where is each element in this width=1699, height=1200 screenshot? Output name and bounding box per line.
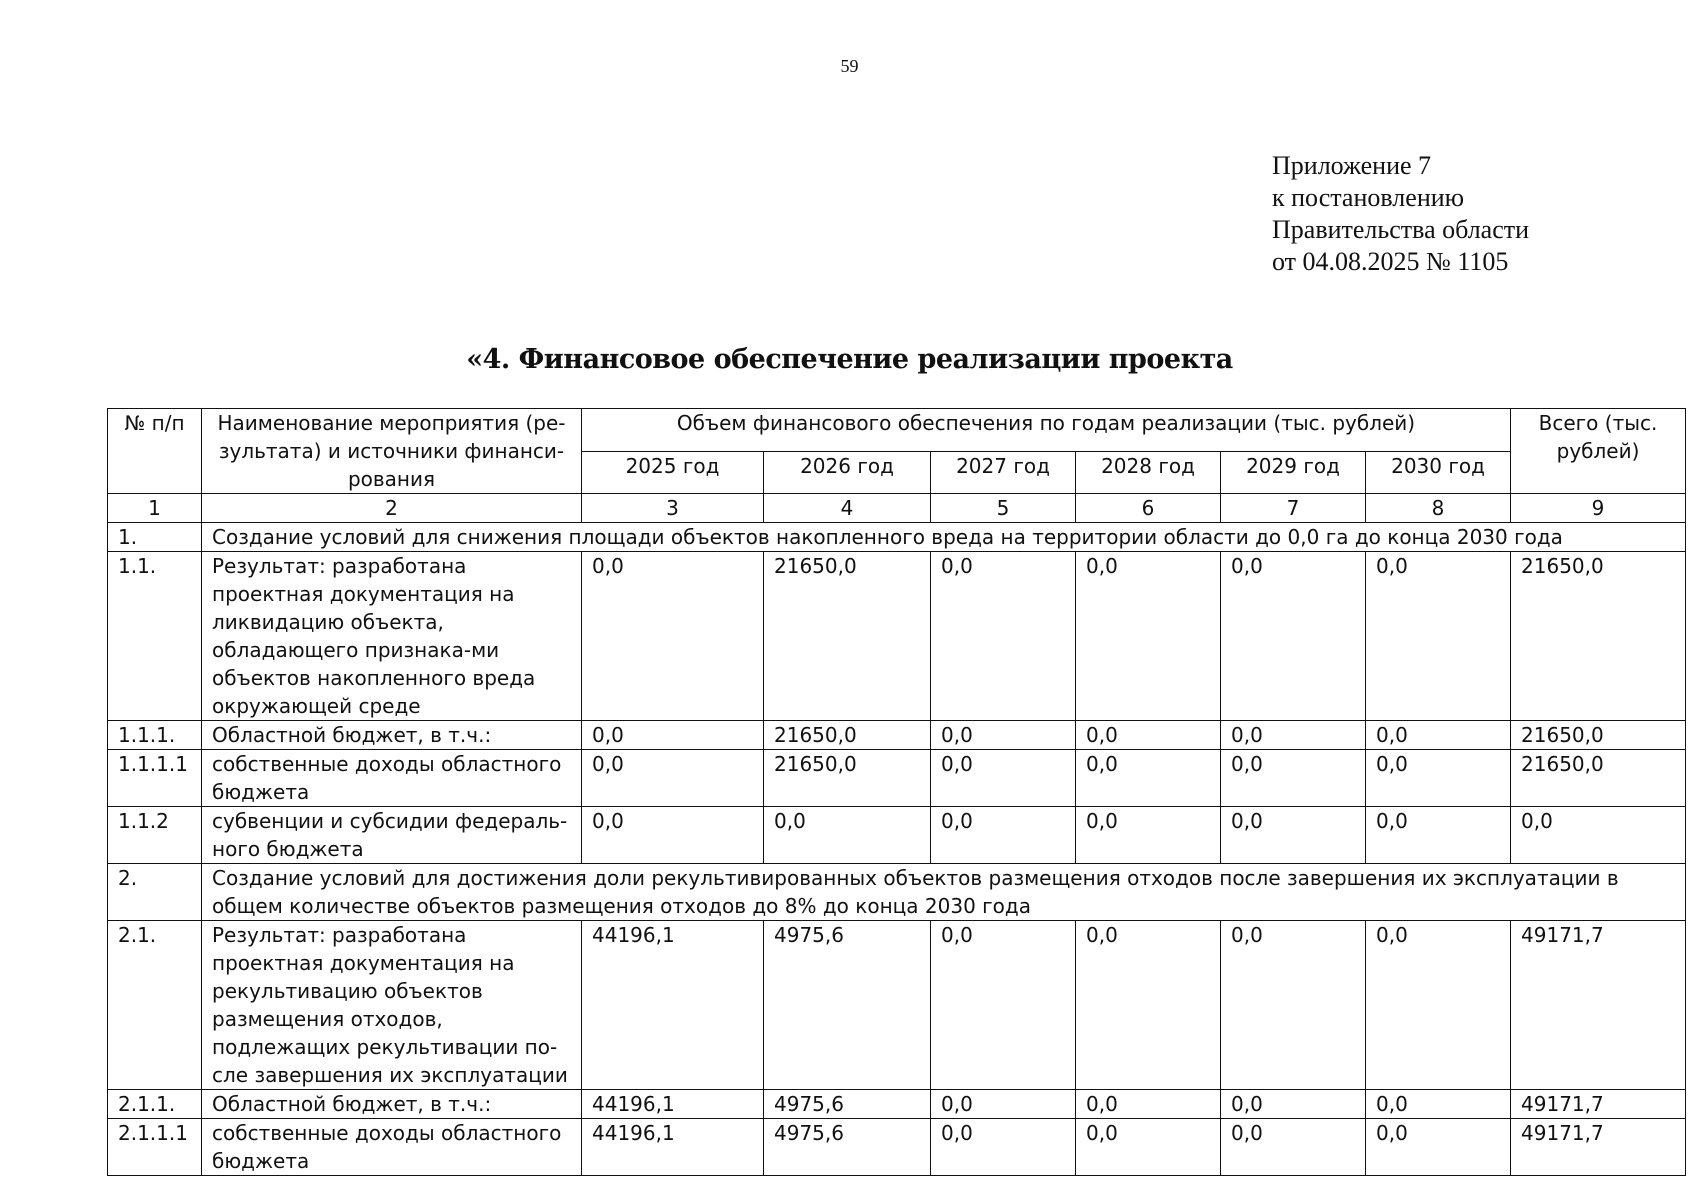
value-2028: 0,0 bbox=[1076, 921, 1221, 1090]
row-name: Результат: разработана проектная документация на рекультивацию объектов размещения отходов, подлежащих рекультивации по-сле завершения их эксплуатации bbox=[202, 921, 582, 1090]
value-2030: 0,0 bbox=[1366, 552, 1511, 721]
header-row-1 bbox=[108, 409, 1686, 452]
row-number: 1.1. bbox=[108, 552, 202, 721]
value-total: 49171,7 bbox=[1511, 921, 1686, 1090]
value-2029: 0,0 bbox=[1221, 721, 1366, 750]
row-name: Результат: разработана проектная документация на ликвидацию объекта, обладающего признака-ми объектов накопленного вреда окружающей среде bbox=[202, 552, 582, 721]
column-number: 9 bbox=[1511, 494, 1686, 523]
column-number: 4 bbox=[764, 494, 931, 523]
row-number: 2.1. bbox=[108, 921, 202, 1090]
value-total: 49171,7 bbox=[1511, 1119, 1686, 1176]
value-2026: 4975,6 bbox=[764, 921, 931, 1090]
value-2025: 44196,1 bbox=[582, 921, 764, 1090]
value-2029: 0,0 bbox=[1221, 552, 1366, 721]
value-2029: 0,0 bbox=[1221, 807, 1366, 864]
table-row bbox=[108, 1090, 1686, 1119]
header-year: 2028 год bbox=[1076, 451, 1221, 494]
value-2030: 0,0 bbox=[1366, 1090, 1511, 1119]
value-2028: 0,0 bbox=[1076, 1090, 1221, 1119]
table-row bbox=[108, 921, 1686, 1090]
value-2029: 0,0 bbox=[1221, 750, 1366, 807]
header-year: 2025 год bbox=[582, 451, 764, 494]
section-row bbox=[108, 523, 1686, 552]
header-num: № п/п bbox=[108, 409, 202, 494]
column-number: 3 bbox=[582, 494, 764, 523]
column-number: 1 bbox=[108, 494, 202, 523]
value-total: 49171,7 bbox=[1511, 1090, 1686, 1119]
row-number: 1.1.1.1 bbox=[108, 750, 202, 807]
appendix-line-3: Правительства области bbox=[1272, 215, 1530, 244]
value-2030: 0,0 bbox=[1366, 921, 1511, 1090]
header-name: Наименование мероприятия (ре-зультата) и источники финанси-рования bbox=[202, 409, 582, 494]
column-number: 2 bbox=[202, 494, 582, 523]
value-total: 21650,0 bbox=[1511, 750, 1686, 807]
value-2025: 0,0 bbox=[582, 552, 764, 721]
value-2028: 0,0 bbox=[1076, 1119, 1221, 1176]
value-2027: 0,0 bbox=[931, 750, 1076, 807]
value-2027: 0,0 bbox=[931, 1090, 1076, 1119]
page-number: 59 bbox=[840, 56, 859, 76]
value-total: 21650,0 bbox=[1511, 721, 1686, 750]
appendix-block bbox=[1272, 150, 1529, 278]
value-2029: 0,0 bbox=[1221, 1090, 1366, 1119]
value-2027: 0,0 bbox=[931, 552, 1076, 721]
header-year: 2030 год bbox=[1366, 451, 1511, 494]
column-number: 5 bbox=[931, 494, 1076, 523]
row-number: 2. bbox=[108, 864, 202, 921]
row-number: 1.1.1. bbox=[108, 721, 202, 750]
value-2025: 0,0 bbox=[582, 807, 764, 864]
column-number: 7 bbox=[1221, 494, 1366, 523]
value-2026: 21650,0 bbox=[764, 750, 931, 807]
value-2030: 0,0 bbox=[1366, 750, 1511, 807]
header-total: Всего (тыс. рублей) bbox=[1511, 409, 1686, 494]
value-2025: 0,0 bbox=[582, 750, 764, 807]
header-volume: Объем финансового обеспечения по годам реализации (тыс. рублей) bbox=[582, 409, 1511, 452]
row-name: собственные доходы областного бюджета bbox=[202, 750, 582, 807]
row-number: 1. bbox=[108, 523, 202, 552]
value-2028: 0,0 bbox=[1076, 807, 1221, 864]
appendix-line-4: от 04.08.2025 № 1105 bbox=[1272, 247, 1509, 276]
value-2026: 21650,0 bbox=[764, 552, 931, 721]
value-2025: 44196,1 bbox=[582, 1119, 764, 1176]
section-text: Создание условий для достижения доли рекультивированных объектов размещения отходов после завершения их эксплуатации в общем количестве объектов размещения отходов до 8% до конца 2030 года bbox=[202, 864, 1686, 921]
value-2028: 0,0 bbox=[1076, 750, 1221, 807]
value-2025: 44196,1 bbox=[582, 1090, 764, 1119]
table-row bbox=[108, 552, 1686, 721]
value-2030: 0,0 bbox=[1366, 721, 1511, 750]
section-row bbox=[108, 864, 1686, 921]
column-number: 8 bbox=[1366, 494, 1511, 523]
value-2026: 4975,6 bbox=[764, 1119, 931, 1176]
value-2026: 4975,6 bbox=[764, 1090, 931, 1119]
row-name: Областной бюджет, в т.ч.: bbox=[202, 721, 582, 750]
value-2029: 0,0 bbox=[1221, 1119, 1366, 1176]
document-title: «4. Финансовое обеспечение реализации проекта bbox=[466, 344, 1233, 375]
value-2027: 0,0 bbox=[931, 721, 1076, 750]
value-2026: 0,0 bbox=[764, 807, 931, 864]
row-number: 2.1.1.1 bbox=[108, 1119, 202, 1176]
value-2028: 0,0 bbox=[1076, 552, 1221, 721]
value-2030: 0,0 bbox=[1366, 807, 1511, 864]
value-2029: 0,0 bbox=[1221, 921, 1366, 1090]
value-total: 21650,0 bbox=[1511, 552, 1686, 721]
financing-table bbox=[107, 408, 1686, 1176]
table-row bbox=[108, 1119, 1686, 1176]
table-row bbox=[108, 750, 1686, 807]
value-2030: 0,0 bbox=[1366, 1119, 1511, 1176]
value-2026: 21650,0 bbox=[764, 721, 931, 750]
value-2027: 0,0 bbox=[931, 921, 1076, 1090]
section-text: Создание условий для снижения площади объектов накопленного вреда на территории области до 0,0 га до конца 2030 года bbox=[202, 523, 1686, 552]
column-numbers-row bbox=[108, 494, 1686, 523]
value-2027: 0,0 bbox=[931, 807, 1076, 864]
value-2025: 0,0 bbox=[582, 721, 764, 750]
appendix-line-1: Приложение 7 bbox=[1272, 151, 1432, 180]
row-name: Областной бюджет, в т.ч.: bbox=[202, 1090, 582, 1119]
row-name: субвенции и субсидии федераль-ного бюджета bbox=[202, 807, 582, 864]
appendix-line-2: к постановлению bbox=[1272, 183, 1465, 212]
row-number: 2.1.1. bbox=[108, 1090, 202, 1119]
column-number: 6 bbox=[1076, 494, 1221, 523]
value-total: 0,0 bbox=[1511, 807, 1686, 864]
value-2028: 0,0 bbox=[1076, 721, 1221, 750]
row-number: 1.1.2 bbox=[108, 807, 202, 864]
table-row bbox=[108, 721, 1686, 750]
row-name: собственные доходы областного бюджета bbox=[202, 1119, 582, 1176]
table-row bbox=[108, 807, 1686, 864]
header-year: 2029 год bbox=[1221, 451, 1366, 494]
header-year: 2026 год bbox=[764, 451, 931, 494]
value-2027: 0,0 bbox=[931, 1119, 1076, 1176]
header-year: 2027 год bbox=[931, 451, 1076, 494]
